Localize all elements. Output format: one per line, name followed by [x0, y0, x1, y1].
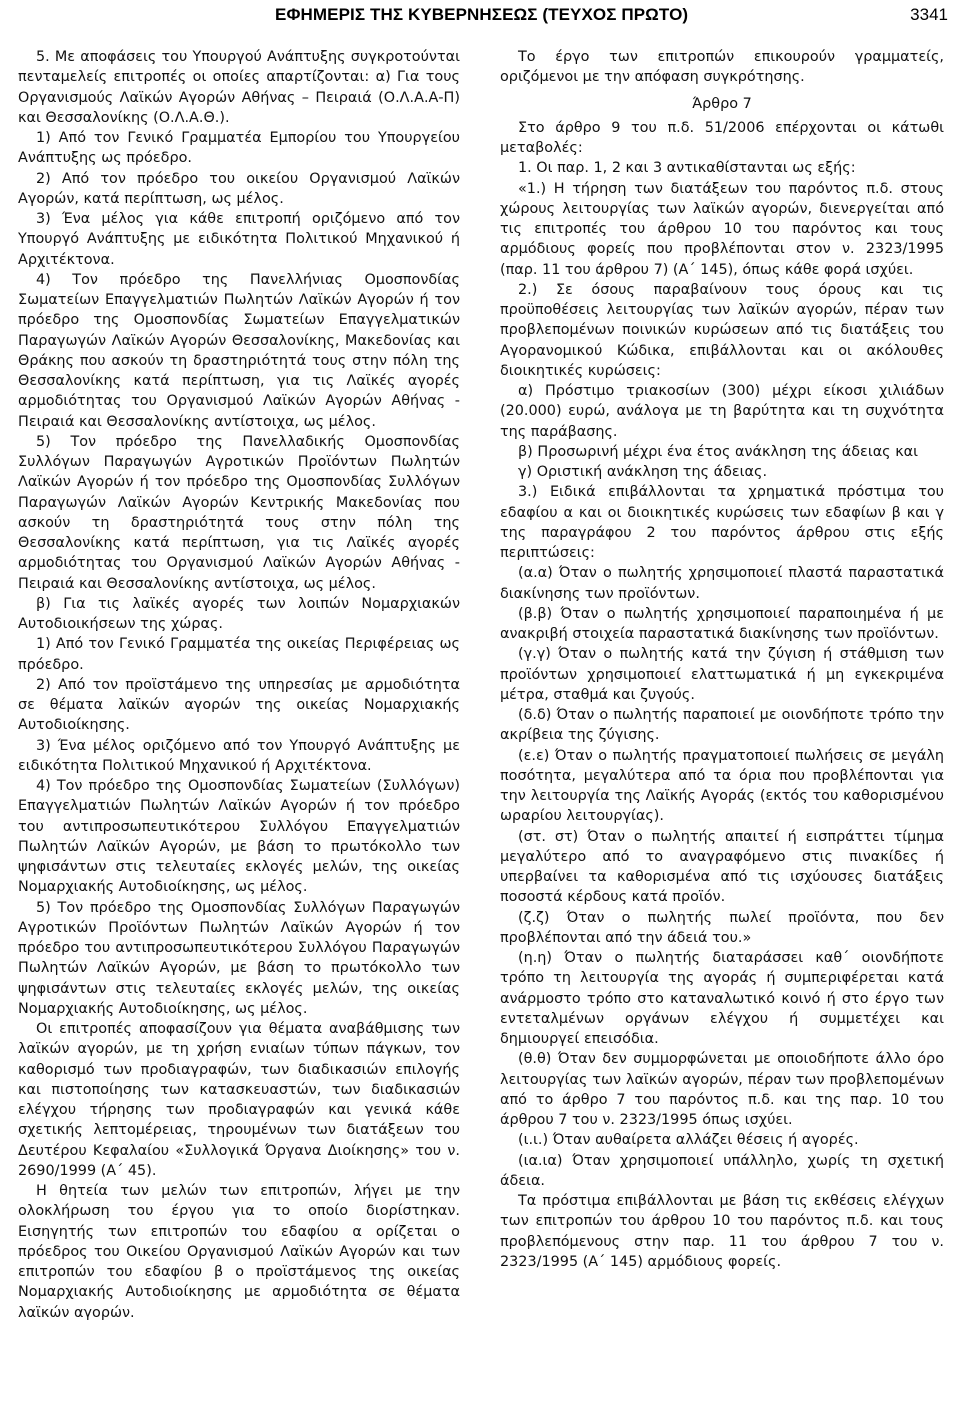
paragraph: 4) Τον πρόεδρο της Ομοσπονδίας Σωματείων (Συλλόγων) Επαγγελματιών Πωλητών Λαϊκών Αγορών ή τον πρόεδρο του αντιπροσωπευτικότερου Συλλόγου Επαγγελματιών Πωλητών Λαϊκών Αγορών, με βάση το πρωτόκολλο των ψηφισάντων στις τελευταίες εκλογές μελών, της οικείας Νομαρχιακής Αυτοδιοίκησης, ως μέλος.: [18, 778, 460, 896]
paragraph: (θ.θ) Όταν δεν συμμορφώνεται με οποιοδήποτε άλλο όρο λειτουργίας των λαϊκών αγορών, πέραν των προβλεπομένων από το άρθρο 7 του παρόντος π.δ. και της παρ. 10 του άρθρου 7 του ν. 2323/1995 όπως ισχύει.: [500, 1051, 944, 1128]
left-column: [18, 47, 460, 1323]
paragraph: (ι.ι.) Όταν αυθαίρετα αλλάζει θέσεις ή αγορές.: [518, 1132, 859, 1149]
paragraph: α) Πρόστιμο τριακοσίων (300) μέχρι είκοσι χιλιάδων (20.000) ευρώ, ανάλογα με τη βαρύτητα και τη συχνότητα της παράβασης.: [500, 383, 944, 440]
paragraph: (α.α) Όταν ο πωλητής χρησιμοποιεί πλαστά παραστατικά διακίνησης των προϊόντων.: [500, 565, 944, 602]
paragraph: β) Για τις λαϊκές αγορές των λοιπών Νομαρχιακών Αυτοδιοικήσεων της χώρας.: [18, 595, 460, 632]
paragraph: (στ. στ) Όταν ο πωλητής απαιτεί ή εισπράττει τίμημα μεγαλύτερο από το αναγραφόμενο στις πινακίδες ή υπερβαίνει τα καθορισμένα από τις ισχύουσες διατάξεις ποσοστά κέρδους κατά προϊόν.: [500, 828, 944, 906]
paragraph: (η.η) Όταν ο πωλητής διαταράσσει καθ΄ οιονδήποτε τρόπο τη λειτουργία της αγοράς ή συμπεριφέρεται κατά ανάρμοστο τρόπο στο καταναλωτικό κοινό ή στο έργο των εντεταλμένων οργάνων ελέγχου ή συμμετέχει και δημιουργεί επεισόδια.: [500, 950, 944, 1047]
paragraph: Το έργο των επιτροπών επικουρούν γραμματείς, οριζόμενοι με την απόφαση συγκρότησης.: [500, 49, 944, 86]
paragraph: 4) Τον πρόεδρο της Πανελλήνιας Ομοσπονδίας Σωματείων Επαγγελματιών Πωλητών Λαϊκών Αγορών ή τον πρόεδρο της Ομοσπονδίας Σωματείων Επαγγελματικών Παραγωγών Λαϊκών Αγορών Θεσσαλονίκης, Μακεδονίας και Θράκης που ασκούν τη δραστηριότητά τους στην πόλη της Θεσσαλονίκης κατά περίπτωση, για τις Λαϊκές αγορές αρμοδιότητας του Οργανισμού Λαϊκών Αγορών Αθήνας - Πειραιά και Θεσσαλονίκης αντίστοιχα, ως μέλος.: [18, 271, 460, 430]
paragraph: Η θητεία των μελών των επιτροπών, λήγει με την ολοκλήρωση του έργου για το οποίο διορίστηκαν. Εισηγητής των επιτροπών του εδαφίου α ορίζεται ο πρόεδρος του Οικείου Οργανισμού Λαϊκών Αγορών και των επιτροπών του εδαφίου β ο προϊστάμενος της οικείας Νομαρχιακής Αυτοδιοίκησης με αρμοδιότητα σε θέματα λαϊκών αγορών.: [18, 1183, 460, 1321]
paragraph: «1.) Η τήρηση των διατάξεων του παρόντος π.δ. στους χώρους λειτουργίας των λαϊκών αγορών, διενεργείται από τις επιτροπές του άρθρου 10 του παρόντος και τους αρμόδιους φορείς που προβλέπονται στον ν. 2323/1995 (παρ. 11 του άρθρου 7) (Α΄ 145), όπως κάθε φορά ισχύει.: [500, 180, 944, 278]
paragraph: 5. Με αποφάσεις του Υπουργού Ανάπτυξης συγκροτούνται πενταμελείς επιτροπές οι οποίες απαρτίζονται: α) Για τους Οργανισμούς Λαϊκών Αγορών Αθήνας – Πειραιά (Ο.Λ.Α.Α-Π) και Θεσσαλονίκης (Ο.Λ.Α.Θ.).: [18, 49, 460, 126]
gazette-title: ΕΦΗΜΕΡΙΣ ΤΗΣ ΚΥΒΕΡΝΗΣΕΩΣ (ΤΕΥΧΟΣ ΠΡΩΤΟ): [275, 5, 689, 24]
paragraph: 2) Από τον προϊστάμενο της υπηρεσίας με αρμοδιότητα σε θέματα λαϊκών αγορών της οικείας Νομαρχιακής Αυτοδιοίκησης.: [18, 676, 460, 734]
paragraph: 5) Τον πρόεδρο της Ομοσπονδίας Συλλόγων Παραγωγών Αγροτικών Προϊόντων Πωλητών Λαϊκών Αγορών ή τον πρόεδρο του αντιπροσωπευτικότερου Συλλόγου Παραγωγών Πωλητών Λαϊκών Αγορών, με βάση το πρωτόκολλο των ψηφισάντων στις τελευταίες εκλογές μελών, της οικείας Νομαρχιακής Αυτοδιοίκησης, ως μέλος.: [18, 899, 460, 1017]
paragraph: 1) Από τον Γενικό Γραμματέα Εμπορίου του Υπουργείου Ανάπτυξης ως πρόεδρο.: [18, 130, 460, 167]
paragraph: (ε.ε) Όταν ο πωλητής πραγματοποιεί πωλήσεις σε μεγάλη ποσότητα, μεγαλύτερα από τα όρια που προβλέπονται για την λειτουργία της Λαϊκής Αγοράς (εκτός του καθορισμένου ωραρίου λειτουργίας).: [500, 747, 944, 825]
paragraph: 2) Από τον πρόεδρο του οικείου Οργανισμού Λαϊκών Αγορών, κατά περίπτωση, ως μέλος.: [18, 170, 460, 207]
paragraph: 5) Τον πρόεδρο της Πανελλαδικής Ομοσπονδίας Συλλόγων Παραγωγών Αγροτικών Προϊόντων Πωλητών Λαϊκών Αγορών ή τον πρόεδρο της Ομοσπονδίας Συλλόγων Παραγωγών Λαϊκών Αγορών Κεντρικής Μακεδονίας που ασκούν τη δραστηριότητά τους στην πόλη της Θεσσαλονίκης κατά περίπτωση, για τις Λαϊκές αγορές αρμοδιότητας του Οργανισμού Λαϊκών Αγορών Αθήνας - Πειραιά και Θεσσαλονίκης αντίστοιχα, ως μέλος.: [18, 433, 460, 592]
paragraph: 2.) Σε όσους παραβαίνουν τους όρους και τις προϋποθέσεις λειτουργίας των λαϊκών αγορών, πέραν των προβλεπομένων ποινικών κυρώσεων από τις διατάξεις του Αγορανομικού Κώδικα, επιβάλλονται και οι ακόλουθες διοικητικές κυρώσεις:: [500, 281, 944, 379]
paragraph: 3.) Ειδικά επιβάλλονται τα χρηματικά πρόστιμα του εδαφίου α και οι διοικητικές κυρώσεις των εδαφίων β και γ της παραγράφου 2 του παρόντος άρθρου στις εξής περιπτώσεις:: [500, 484, 944, 561]
page-header: [10, 3, 950, 29]
paragraph: Οι επιτροπές αποφασίζουν για θέματα αναβάθμισης των λαϊκών αγορών, με τη χρήση ενιαίων τύπων πάγκων, τον καθορισμό των προδιαγραφών, των διαδικασιών επιλογής και πιστοποίησης των κατασκευαστών, των διαδικασιών ελέγχου τήρησης των προδιαγραφών και γενικά κάθε σχετικής λεπτομέρειας, τηρουμένων των διατάξεων του Δευτέρου Κεφαλαίου «Συλλογικά Όργανα Διοίκησης» του ν. 2690/1999 (Α΄ 45).: [18, 1021, 460, 1179]
paragraph: (δ.δ) Όταν ο πωλητής παραποιεί με οιονδήποτε τρόπο την ακρίβεια της ζύγισης.: [500, 707, 944, 744]
paragraph: 1) Από τον Γενικό Γραμματέα της οικείας Περιφέρειας ως πρόεδρο.: [18, 636, 460, 673]
paragraph: γ) Οριστική ανάκληση της άδειας.: [518, 464, 768, 480]
paragraph: (β.β) Όταν ο πωλητής χρησιμοποιεί παραποιημένα ή με ανακριβή στοιχεία παραστατικά διακίνησης των προϊόντων.: [500, 605, 944, 642]
paragraph: β) Προσωρινή μέχρι ένα έτος ανάκληση της άδειας και: [518, 443, 919, 460]
page-number: 3341: [910, 5, 948, 24]
right-column: [500, 47, 944, 1272]
paragraph: 3) Ένα μέλος για κάθε επιτροπή οριζόμενο από τον Υπουργό Ανάπτυξης με ειδικότητα Πολιτικού Μηχανικού ή Αρχιτέκτονα.: [18, 211, 460, 268]
paragraph: (ζ.ζ) Όταν ο πωλητής πωλεί προϊόντα, που δεν προβλέπονται από την άδειά του.»: [500, 909, 944, 946]
paragraph: Τα πρόστιμα επιβάλλονται με βάση τις εκθέσεις ελέγχων των επιτροπών του άρθρου 10 του παρόντος π.δ. και τους προβλεπόμενους στην παρ. 11 του άρθρου 7 του ν. 2323/1995 (Α΄ 145) αρμόδιους φορείς.: [500, 1193, 944, 1270]
paragraph: Στο άρθρο 9 του π.δ. 51/2006 επέρχονται οι κάτωθι μεταβολές:: [500, 119, 944, 156]
paragraph: 1. Οι παρ. 1, 2 και 3 αντικαθίστανται ως εξής:: [518, 160, 856, 177]
paragraph: (γ.γ) Όταν ο πωλητής κατά την ζύγιση ή στάθμιση των προϊόντων χρησιμοποιεί ελαττωματικά ή μη εγκεκριμένα μέτρα, σταθμά και ζυγούς.: [500, 646, 944, 703]
paragraph: (ια.ια) Όταν χρησιμοποιεί υπάλληλο, χωρίς τη σχετική άδεια.: [500, 1152, 944, 1189]
paragraph: 3) Ένα μέλος οριζόμενο από τον Υπουργό Ανάπτυξης με ειδικότητα Πολιτικού Μηχανικού ή Αρχιτέκτονα.: [18, 737, 460, 774]
article-heading: Άρθρο 7: [692, 95, 752, 112]
